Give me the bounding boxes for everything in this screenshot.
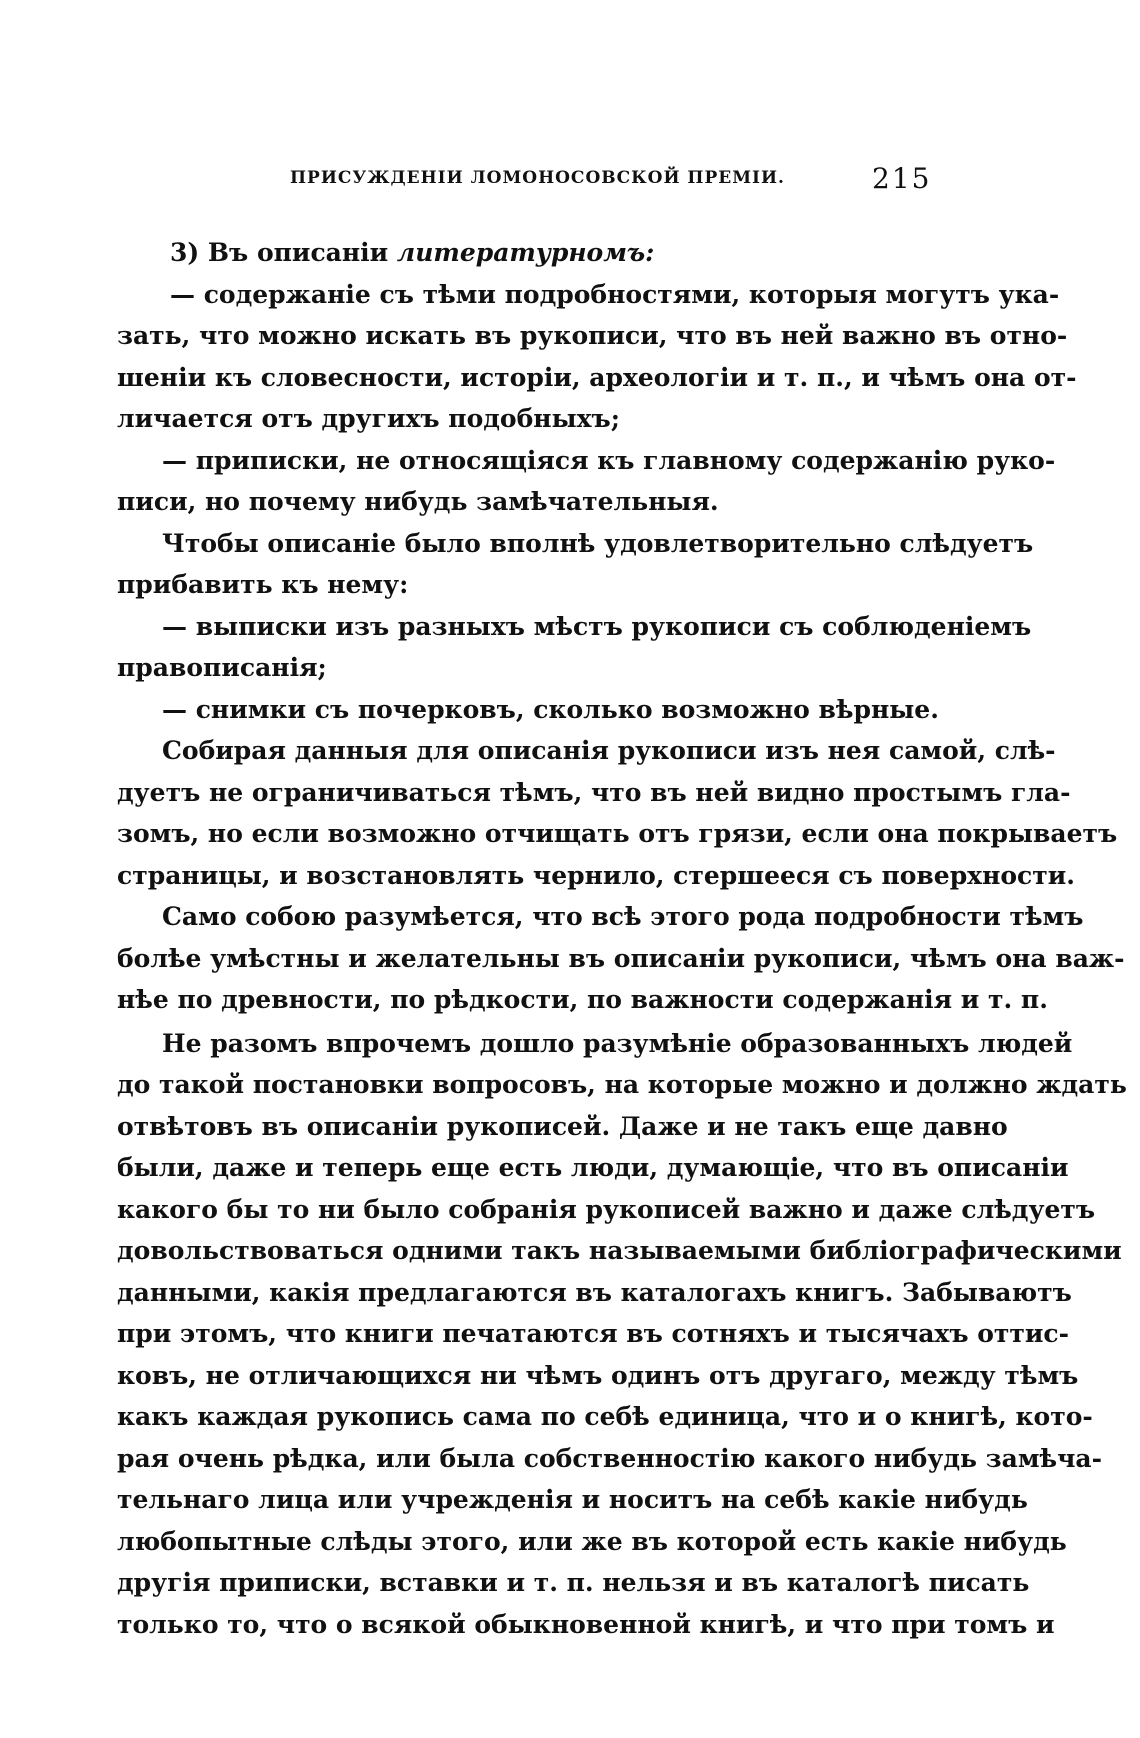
text-line-content: правописанія; — [117, 653, 327, 682]
text-line-content: данными, какія предлагаются въ каталогахъ книгъ. Забываютъ — [117, 1277, 1072, 1307]
text-line — [117, 1438, 1102, 1480]
body-text — [117, 232, 1127, 1645]
text-line — [117, 1064, 1127, 1106]
text-line-content: Чтобы описаніе было вполнѣ удовлетворительно слѣдуетъ — [162, 528, 1034, 558]
text-line — [117, 813, 1118, 855]
text-line — [117, 398, 952, 440]
text-line-content: страницы, и возстановлять чернило, стершееся съ поверхности. — [117, 860, 1076, 890]
text-line — [117, 481, 952, 523]
text-line — [117, 1313, 1070, 1355]
text-line — [117, 357, 1077, 399]
text-line-content: — содержаніе съ тѣми подробностями, которыя могутъ ука- — [170, 279, 1060, 309]
text-line-content: рая очень рѣдка, или была собственностію какого нибудь замѣча- — [117, 1443, 1102, 1473]
text-line-content: только то, что о всякой обыкновенной книгѣ, и что при томъ и — [117, 1609, 1055, 1639]
text-line — [117, 772, 1071, 814]
running-title: ПРИСУЖДЕНІИ ЛОМОНОСОВСКОЙ ПРЕМІИ. — [290, 168, 785, 188]
text-line-content: — приписки, не относящіяся къ главному содержанію руко- — [162, 445, 1056, 475]
text-line — [117, 606, 1032, 648]
text-line-content: — снимки съ почерковъ, сколько возможно вѣрные. — [162, 694, 939, 724]
text-line-content: прибавить къ нему: — [117, 570, 409, 599]
text-line — [117, 564, 952, 606]
text-line — [117, 1355, 1079, 1397]
text-line-content: какъ каждая рукопись сама по себѣ единица, что и о книгѣ, кото- — [117, 1402, 1093, 1431]
text-line-content: тельнаго лица или учрежденія и носитъ на себѣ какіе нибудь — [117, 1485, 1028, 1514]
text-line — [117, 1106, 1008, 1148]
text-line — [117, 315, 1068, 357]
text-line — [117, 1147, 1069, 1189]
text-line-content: — выписки изъ разныхъ мѣстъ рукописи съ соблюденіемъ — [162, 611, 1032, 641]
text-line — [117, 689, 952, 731]
text-line-content: довольствоваться одними такъ называемыми библіографическими — [117, 1236, 1122, 1265]
text-line — [117, 232, 952, 274]
text-line-content: шеніи къ словесности, исторіи, археологіи и т. п., и чѣмъ она от- — [117, 362, 1077, 392]
text-line-content: при этомъ, что книги печатаются въ сотняхъ и тысячахъ оттис- — [117, 1319, 1070, 1348]
text-line — [117, 938, 1125, 980]
text-line-content: зать, что можно искать въ рукописи, что въ ней важно въ отно- — [117, 321, 1068, 350]
text-line — [117, 1562, 1030, 1604]
text-line — [117, 730, 1056, 772]
text-line-content: дуетъ не ограничиваться тѣмъ, что въ ней видно простымъ гла- — [117, 777, 1071, 807]
text-line — [117, 896, 1084, 938]
text-line — [117, 979, 1048, 1021]
text-line — [117, 1604, 1055, 1646]
text-line-content: Собирая данныя для описанія рукописи изъ нея самой, слѣ- — [162, 736, 1056, 765]
text-line — [117, 523, 1034, 565]
text-line — [117, 855, 1076, 897]
text-line — [117, 1272, 1072, 1314]
text-line-content: нѣе по древности, по рѣдкости, по важности содержанія и т. п. — [117, 985, 1048, 1014]
text-line — [117, 1189, 1096, 1231]
text-line-content: до такой постановки вопросовъ, на которые можно и должно ждать — [117, 1070, 1127, 1099]
text-line-content: какого бы то ни было собранія рукописей важно и даже слѣдуетъ — [117, 1194, 1096, 1224]
page-number: 215 — [872, 162, 932, 195]
text-line — [117, 1023, 1073, 1065]
text-line-content: писи, но почему нибудь замѣчательныя. — [117, 487, 719, 516]
text-line — [117, 647, 952, 689]
text-line-content: отвѣтовъ въ описаніи рукописей. Даже и не такъ еще давно — [117, 1111, 1008, 1141]
text-line — [117, 440, 1056, 482]
text-line — [117, 274, 1060, 316]
text-line-content: были, даже и теперь еще есть люди, думающіе, что въ описаніи — [117, 1153, 1069, 1182]
text-line-content: болѣе умѣстны и желательны въ описаніи рукописи, чѣмъ она важ- — [117, 943, 1125, 973]
text-line-content: Само собою разумѣется, что всѣ этого рода подробности тѣмъ — [162, 902, 1084, 931]
text-line-content: зомъ, но если возможно отчищать отъ грязи, если она покрываетъ — [117, 819, 1118, 848]
text-line-content: 3) Въ описаніи — [170, 238, 397, 267]
text-line — [117, 1479, 1028, 1521]
text-line-content: любопытные слѣды этого, или же въ которой есть какіе нибудь — [117, 1526, 1067, 1556]
text-line-content: Не разомъ впрочемъ дошло разумѣніе образованныхъ людей — [162, 1028, 1073, 1058]
text-line — [117, 1521, 1067, 1563]
text-line-content: ковъ, не отличающихся ни чѣмъ одинъ отъ другаго, между тѣмъ — [117, 1360, 1079, 1390]
text-line-content: личается отъ другихъ подобныхъ; — [117, 404, 620, 433]
text-line — [117, 1396, 1093, 1438]
text-line-content: другія приписки, вставки и т. п. нельзя и въ каталогѣ писать — [117, 1568, 1030, 1597]
italic-term: литературномъ: — [396, 238, 655, 267]
text-line — [117, 1230, 1122, 1272]
